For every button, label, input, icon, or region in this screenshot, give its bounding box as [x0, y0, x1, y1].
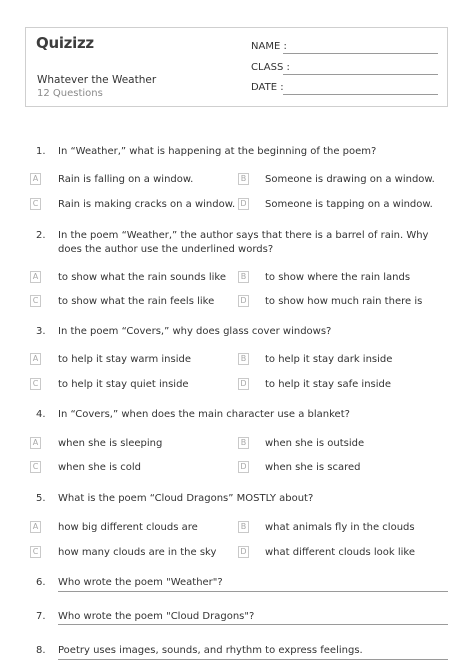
option-box-c[interactable]: C: [30, 295, 41, 307]
option-box-a[interactable]: A: [30, 173, 41, 185]
option-text: to show what the rain sounds like: [58, 272, 226, 283]
option-text: to help it stay quiet inside: [58, 379, 189, 390]
option-box-a[interactable]: A: [30, 271, 41, 283]
option-box-c[interactable]: C: [30, 198, 41, 210]
question-number: 6.: [36, 577, 46, 588]
option-box-d[interactable]: D: [238, 295, 249, 307]
class-field[interactable]: [283, 74, 438, 75]
option-box-d[interactable]: D: [238, 198, 249, 210]
question-number: 8.: [36, 645, 46, 656]
option-box-a[interactable]: A: [30, 437, 41, 449]
option-box-a[interactable]: A: [30, 353, 41, 365]
question-number: 5.: [36, 493, 46, 504]
option-text: to show how much rain there is: [265, 296, 423, 307]
question-text: Poetry uses images, sounds, and rhythm to express feelings.: [58, 645, 363, 656]
question-text: Who wrote the poem "Cloud Dragons"?: [58, 611, 255, 622]
option-box-a[interactable]: A: [30, 521, 41, 533]
option-text: to show what the rain feels like: [58, 296, 215, 307]
question-text: In “Weather,” what is happening at the beginning of the poem?: [58, 146, 377, 157]
option-text: to help it stay warm inside: [58, 354, 192, 365]
option-text: Someone is drawing on a window.: [265, 174, 435, 185]
option-box-b[interactable]: B: [238, 521, 249, 533]
question-number: 1.: [36, 146, 46, 157]
option-box-c[interactable]: C: [30, 461, 41, 473]
question-text: In “Covers,” when does the main character use a blanket?: [58, 409, 350, 420]
option-text: when she is outside: [265, 438, 365, 449]
option-text: when she is scared: [265, 462, 361, 473]
answer-line[interactable]: [58, 659, 448, 660]
question-text: What is the poem “Cloud Dragons” MOSTLY about?: [58, 493, 314, 504]
option-box-b[interactable]: B: [238, 353, 249, 365]
name-label: NAME :: [251, 41, 287, 52]
name-field[interactable]: [283, 53, 438, 54]
answer-line[interactable]: [58, 591, 448, 592]
question-number: 7.: [36, 611, 46, 622]
question-text: In the poem “Covers,” why does glass cover windows?: [58, 326, 332, 337]
date-label: DATE :: [251, 82, 284, 93]
option-text: to help it stay safe inside: [265, 379, 392, 390]
option-text: Someone is tapping on a window.: [265, 199, 433, 210]
question-text: Who wrote the poem "Weather"?: [58, 577, 223, 588]
option-text: what different clouds look like: [265, 547, 415, 558]
question-number: 2.: [36, 230, 46, 241]
option-box-d[interactable]: D: [238, 378, 249, 390]
option-box-c[interactable]: C: [30, 378, 41, 390]
option-box-b[interactable]: B: [238, 437, 249, 449]
question-number: 4.: [36, 409, 46, 420]
option-box-d[interactable]: D: [238, 546, 249, 558]
option-text: how many clouds are in the sky: [58, 547, 217, 558]
question-count: 12 Questions: [37, 88, 103, 99]
option-text: to show where the rain lands: [265, 272, 411, 283]
option-box-b[interactable]: B: [238, 173, 249, 185]
question-number: 3.: [36, 326, 46, 337]
question-text: In the poem “Weather,” the author says that there is a barrel of rain. Why does the author use the underlined words?: [58, 230, 429, 255]
option-box-d[interactable]: D: [238, 461, 249, 473]
worksheet-title: Whatever the Weather: [37, 74, 157, 86]
option-box-b[interactable]: B: [238, 271, 249, 283]
option-text: Rain is making cracks on a window.: [58, 199, 236, 210]
class-label: CLASS :: [251, 62, 290, 73]
option-text: how big different clouds are: [58, 522, 198, 533]
answer-line[interactable]: [58, 624, 448, 625]
option-box-c[interactable]: C: [30, 546, 41, 558]
quizizz-logo: Quizizz: [36, 34, 94, 52]
option-text: when she is sleeping: [58, 438, 163, 449]
date-field[interactable]: [283, 94, 438, 95]
option-text: Rain is falling on a window.: [58, 174, 194, 185]
option-text: to help it stay dark inside: [265, 354, 393, 365]
option-text: what animals fly in the clouds: [265, 522, 415, 533]
option-text: when she is cold: [58, 462, 141, 473]
